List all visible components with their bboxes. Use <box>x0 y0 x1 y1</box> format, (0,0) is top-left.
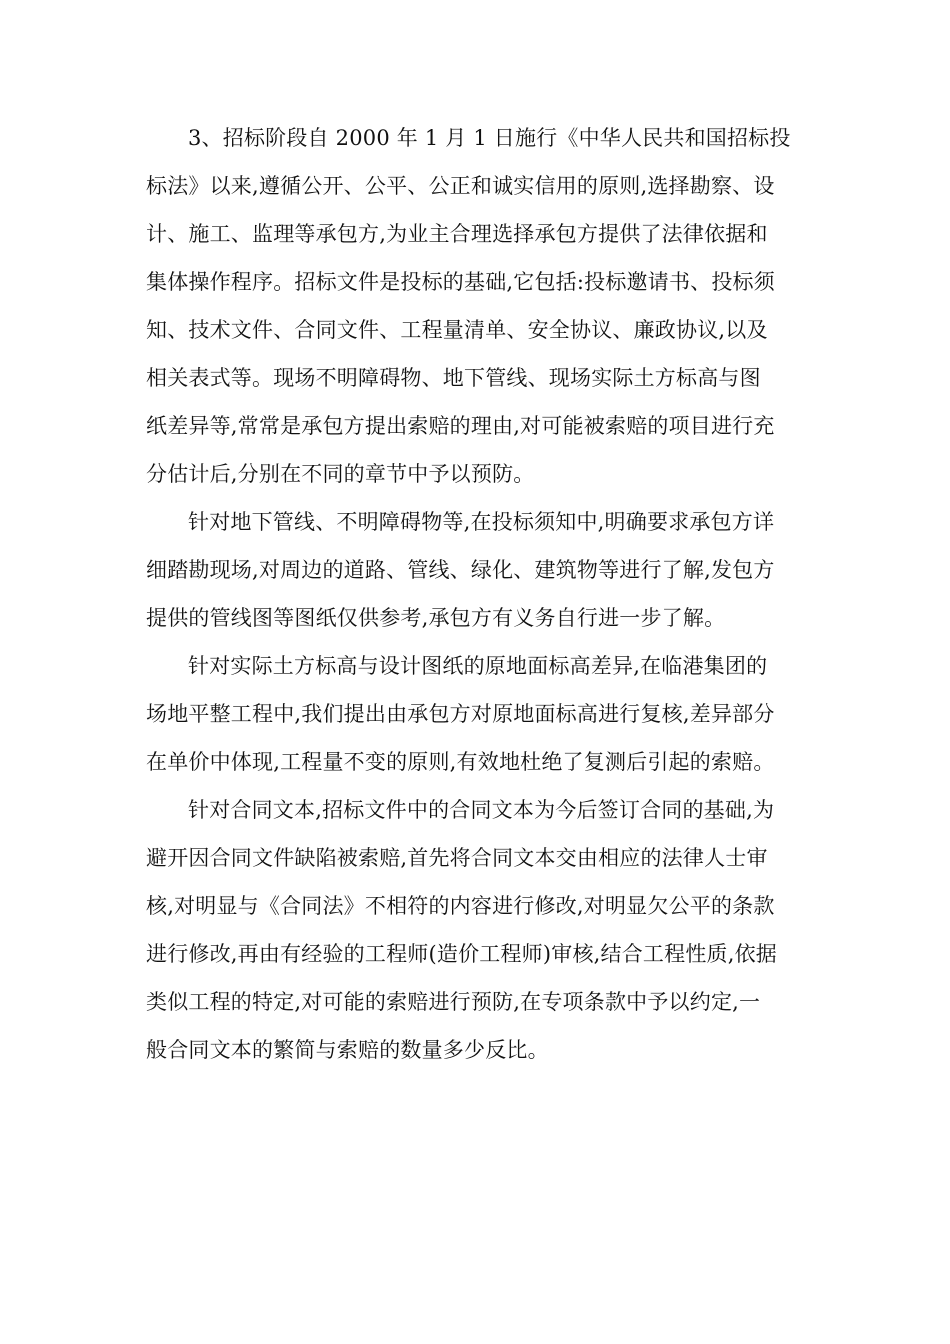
paragraph-elevation-difference <box>146 642 806 786</box>
text-line: 类似工程的特定,对可能的索赔进行预防,在专项条款中予以约定,一 <box>146 990 761 1014</box>
paragraph-underground-pipelines <box>146 498 806 642</box>
document-body <box>146 114 806 1074</box>
text-line: 提供的管线图等图纸仅供参考,承包方有义务自行进一步了解。 <box>146 606 726 630</box>
text-line: 分估计后,分别在不同的章节中予以预防。 <box>146 462 535 486</box>
text-line: 针对实际土方标高与设计图纸的原地面标高差异,在临港集团的 <box>188 654 768 678</box>
text-line: 计、施工、监理等承包方,为业主合理选择承包方提供了法律依据和 <box>146 222 768 246</box>
paragraph-contract-text <box>146 786 806 1074</box>
text-line: 场地平整工程中,我们提出由承包方对原地面标高进行复核,差异部分 <box>146 702 775 726</box>
text-line: 避开因合同文件缺陷被索赔,首先将合同文本交由相应的法律人士审 <box>146 846 768 870</box>
text-line: 进行修改,再由有经验的工程师(造价工程师)审核,结合工程性质,依据 <box>146 942 778 966</box>
text-line: 针对合同文本,招标文件中的合同文本为今后签订合同的基础,为 <box>188 798 775 822</box>
text-line: 标法》以来,遵循公开、公平、公正和诚实信用的原则,选择勘察、设 <box>146 174 775 198</box>
text-line: 3、招标阶段自 2000 年 1 月 1 日施行《中华人民共和国招标投 <box>188 126 791 150</box>
text-line: 核,对明显与《合同法》不相符的内容进行修改,对明显欠公平的条款 <box>146 894 775 918</box>
text-line: 般合同文本的繁简与索赔的数量多少反比。 <box>146 1038 549 1062</box>
text-line: 针对地下管线、不明障碍物等,在投标须知中,明确要求承包方详 <box>188 510 775 534</box>
text-line: 相关表式等。现场不明障碍物、地下管线、现场实际土方标高与图 <box>146 366 761 390</box>
text-line: 纸差异等,常常是承包方提出索赔的理由,对可能被索赔的项目进行充 <box>146 414 775 438</box>
text-line: 知、技术文件、合同文件、工程量清单、安全协议、廉政协议,以及 <box>146 318 768 342</box>
text-line: 在单价中体现,工程量不变的原则,有效地杜绝了复测后引起的索赔。 <box>146 750 775 774</box>
text-line: 细踏勘现场,对周边的道路、管线、绿化、建筑物等进行了解,发包方 <box>146 558 775 582</box>
text-line: 集体操作程序。招标文件是投标的基础,它包括:投标邀请书、投标须 <box>146 270 775 294</box>
paragraph-tendering-stage <box>146 114 806 498</box>
